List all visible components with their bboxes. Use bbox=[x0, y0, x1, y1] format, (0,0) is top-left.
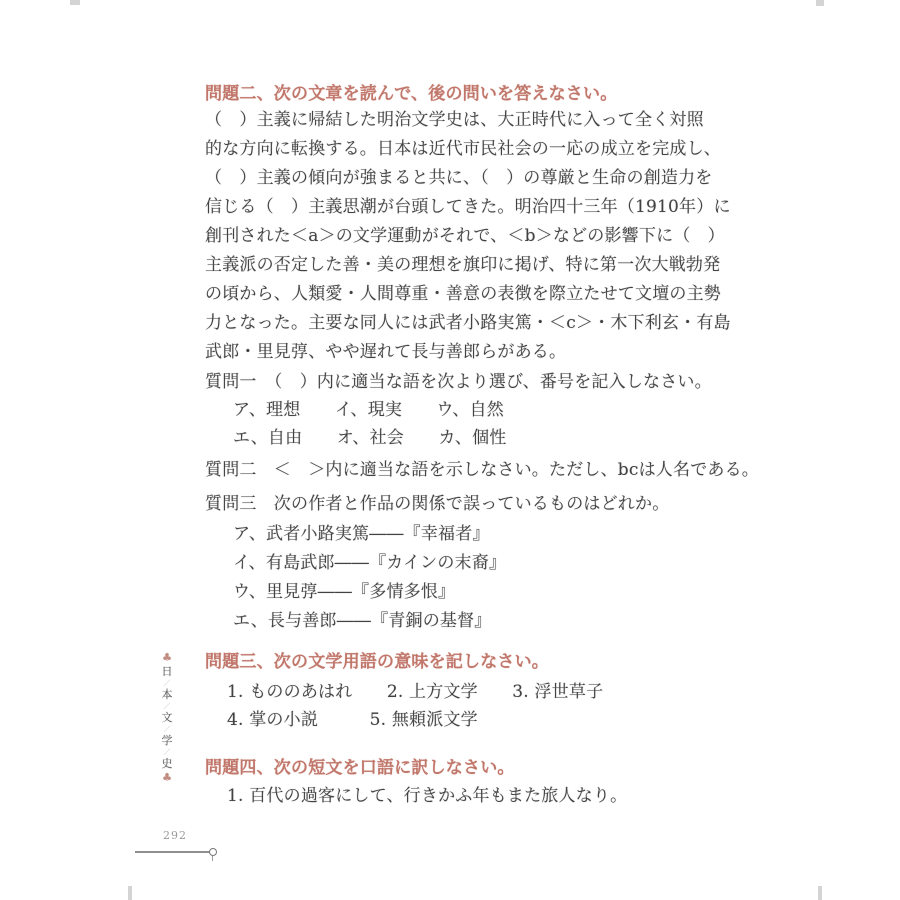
question3-option: ア、武者小路実篤――『幸福者』 bbox=[233, 524, 490, 544]
section2-heading: 問題二、次の文章を読んで、後の問いを答えなさい。 bbox=[205, 84, 618, 104]
scan-mark-top-right bbox=[816, 0, 824, 6]
paragraph-line: 力となった。主要な同人には武者小路実篤・＜c＞・木下利玄・有島 bbox=[205, 313, 731, 333]
slash-separator: ／ bbox=[163, 702, 171, 710]
section3-heading: 問題三、次の文学用語の意味を記しなさい。 bbox=[205, 652, 549, 672]
question3-option: ウ、里見弴――『多情多恨』 bbox=[233, 582, 456, 602]
sidebar-char: 日 bbox=[161, 665, 173, 678]
paragraph-line: 主義派の否定した善・美の理想を旗印に掲げ、特に第一次大戦勃発 bbox=[205, 255, 721, 275]
paragraph-line: 武郎・里見弴、やや遅れて長与善郎らがある。 bbox=[205, 342, 567, 362]
section4-item: 1. 百代の過客にして、行きかふ年もまた旅人なり。 bbox=[227, 786, 628, 806]
sidebar-char: 本 bbox=[161, 688, 173, 701]
question1-options-row2: エ、自由 オ、社会 カ、個性 bbox=[233, 428, 507, 448]
scan-mark-bottom-left bbox=[128, 886, 132, 900]
question1-prompt: 質問一 （ ）内に適当な語を次より選び、番号を記入しなさい。 bbox=[205, 372, 712, 392]
slash-separator: ／ bbox=[163, 748, 171, 756]
section3-items-row1: 1. もののあはれ 2. 上方文学 3. 浮世草子 bbox=[227, 682, 604, 702]
ornament-icon: ♣ bbox=[162, 771, 172, 784]
scan-mark-bottom-right bbox=[818, 886, 822, 900]
section2-paragraph bbox=[205, 106, 731, 367]
sidebar-char: 文 bbox=[161, 711, 173, 724]
section3-items-row2: 4. 掌の小説 5. 無頼派文学 bbox=[227, 710, 478, 730]
question1-options-row1: ア、理想 イ、現実 ウ、自然 bbox=[233, 400, 504, 420]
scan-mark-top-left bbox=[70, 0, 80, 5]
paragraph-line: （ ）主義の傾向が強まると共に、（ ）の尊厳と生命の創造力を bbox=[205, 168, 713, 188]
paragraph-line: 創刊された＜a＞の文学運動がそれで、＜b＞などの影響下に（ ） bbox=[205, 226, 725, 246]
section4-heading: 問題四、次の短文を口語に訳しなさい。 bbox=[205, 758, 515, 778]
question3-prompt: 質問三 次の作者と作品の関係で誤っているものはどれか。 bbox=[205, 494, 670, 514]
footer-circle-tail bbox=[212, 856, 213, 861]
ornament-icon: ♣ bbox=[162, 651, 172, 664]
page-number: 292 bbox=[163, 829, 187, 842]
footer-circle-ornament bbox=[209, 848, 217, 856]
slash-separator: ／ bbox=[163, 679, 171, 687]
question3-option: イ、有島武郎――『カインの末裔』 bbox=[233, 553, 507, 573]
slash-separator: ／ bbox=[163, 725, 171, 733]
paragraph-line: の頃から、人類愛・人間尊重・善意の表徴を際立たせて文壇の主勢 bbox=[205, 284, 721, 304]
paragraph-line: 的な方向に転換する。日本は近代市民社会の一応の成立を完成し、 bbox=[205, 139, 721, 159]
footer-rule bbox=[135, 851, 211, 853]
sidebar-char: 史 bbox=[161, 757, 173, 770]
chapter-sidebar-label bbox=[156, 652, 178, 784]
paragraph-line: （ ）主義に帰結した明治文学史は、大正時代に入って全く対照 bbox=[205, 110, 704, 130]
question2-prompt: 質問二 ＜ ＞内に適当な語を示しなさい。ただし、bcは人名である。 bbox=[205, 460, 760, 480]
paragraph-line: 信じる（ ）主義思潮が台頭してきた。明治四十三年（1910年）に bbox=[205, 197, 731, 217]
sidebar-char: 学 bbox=[161, 734, 173, 747]
question3-option: エ、長与善郎――『青銅の基督』 bbox=[233, 611, 492, 631]
